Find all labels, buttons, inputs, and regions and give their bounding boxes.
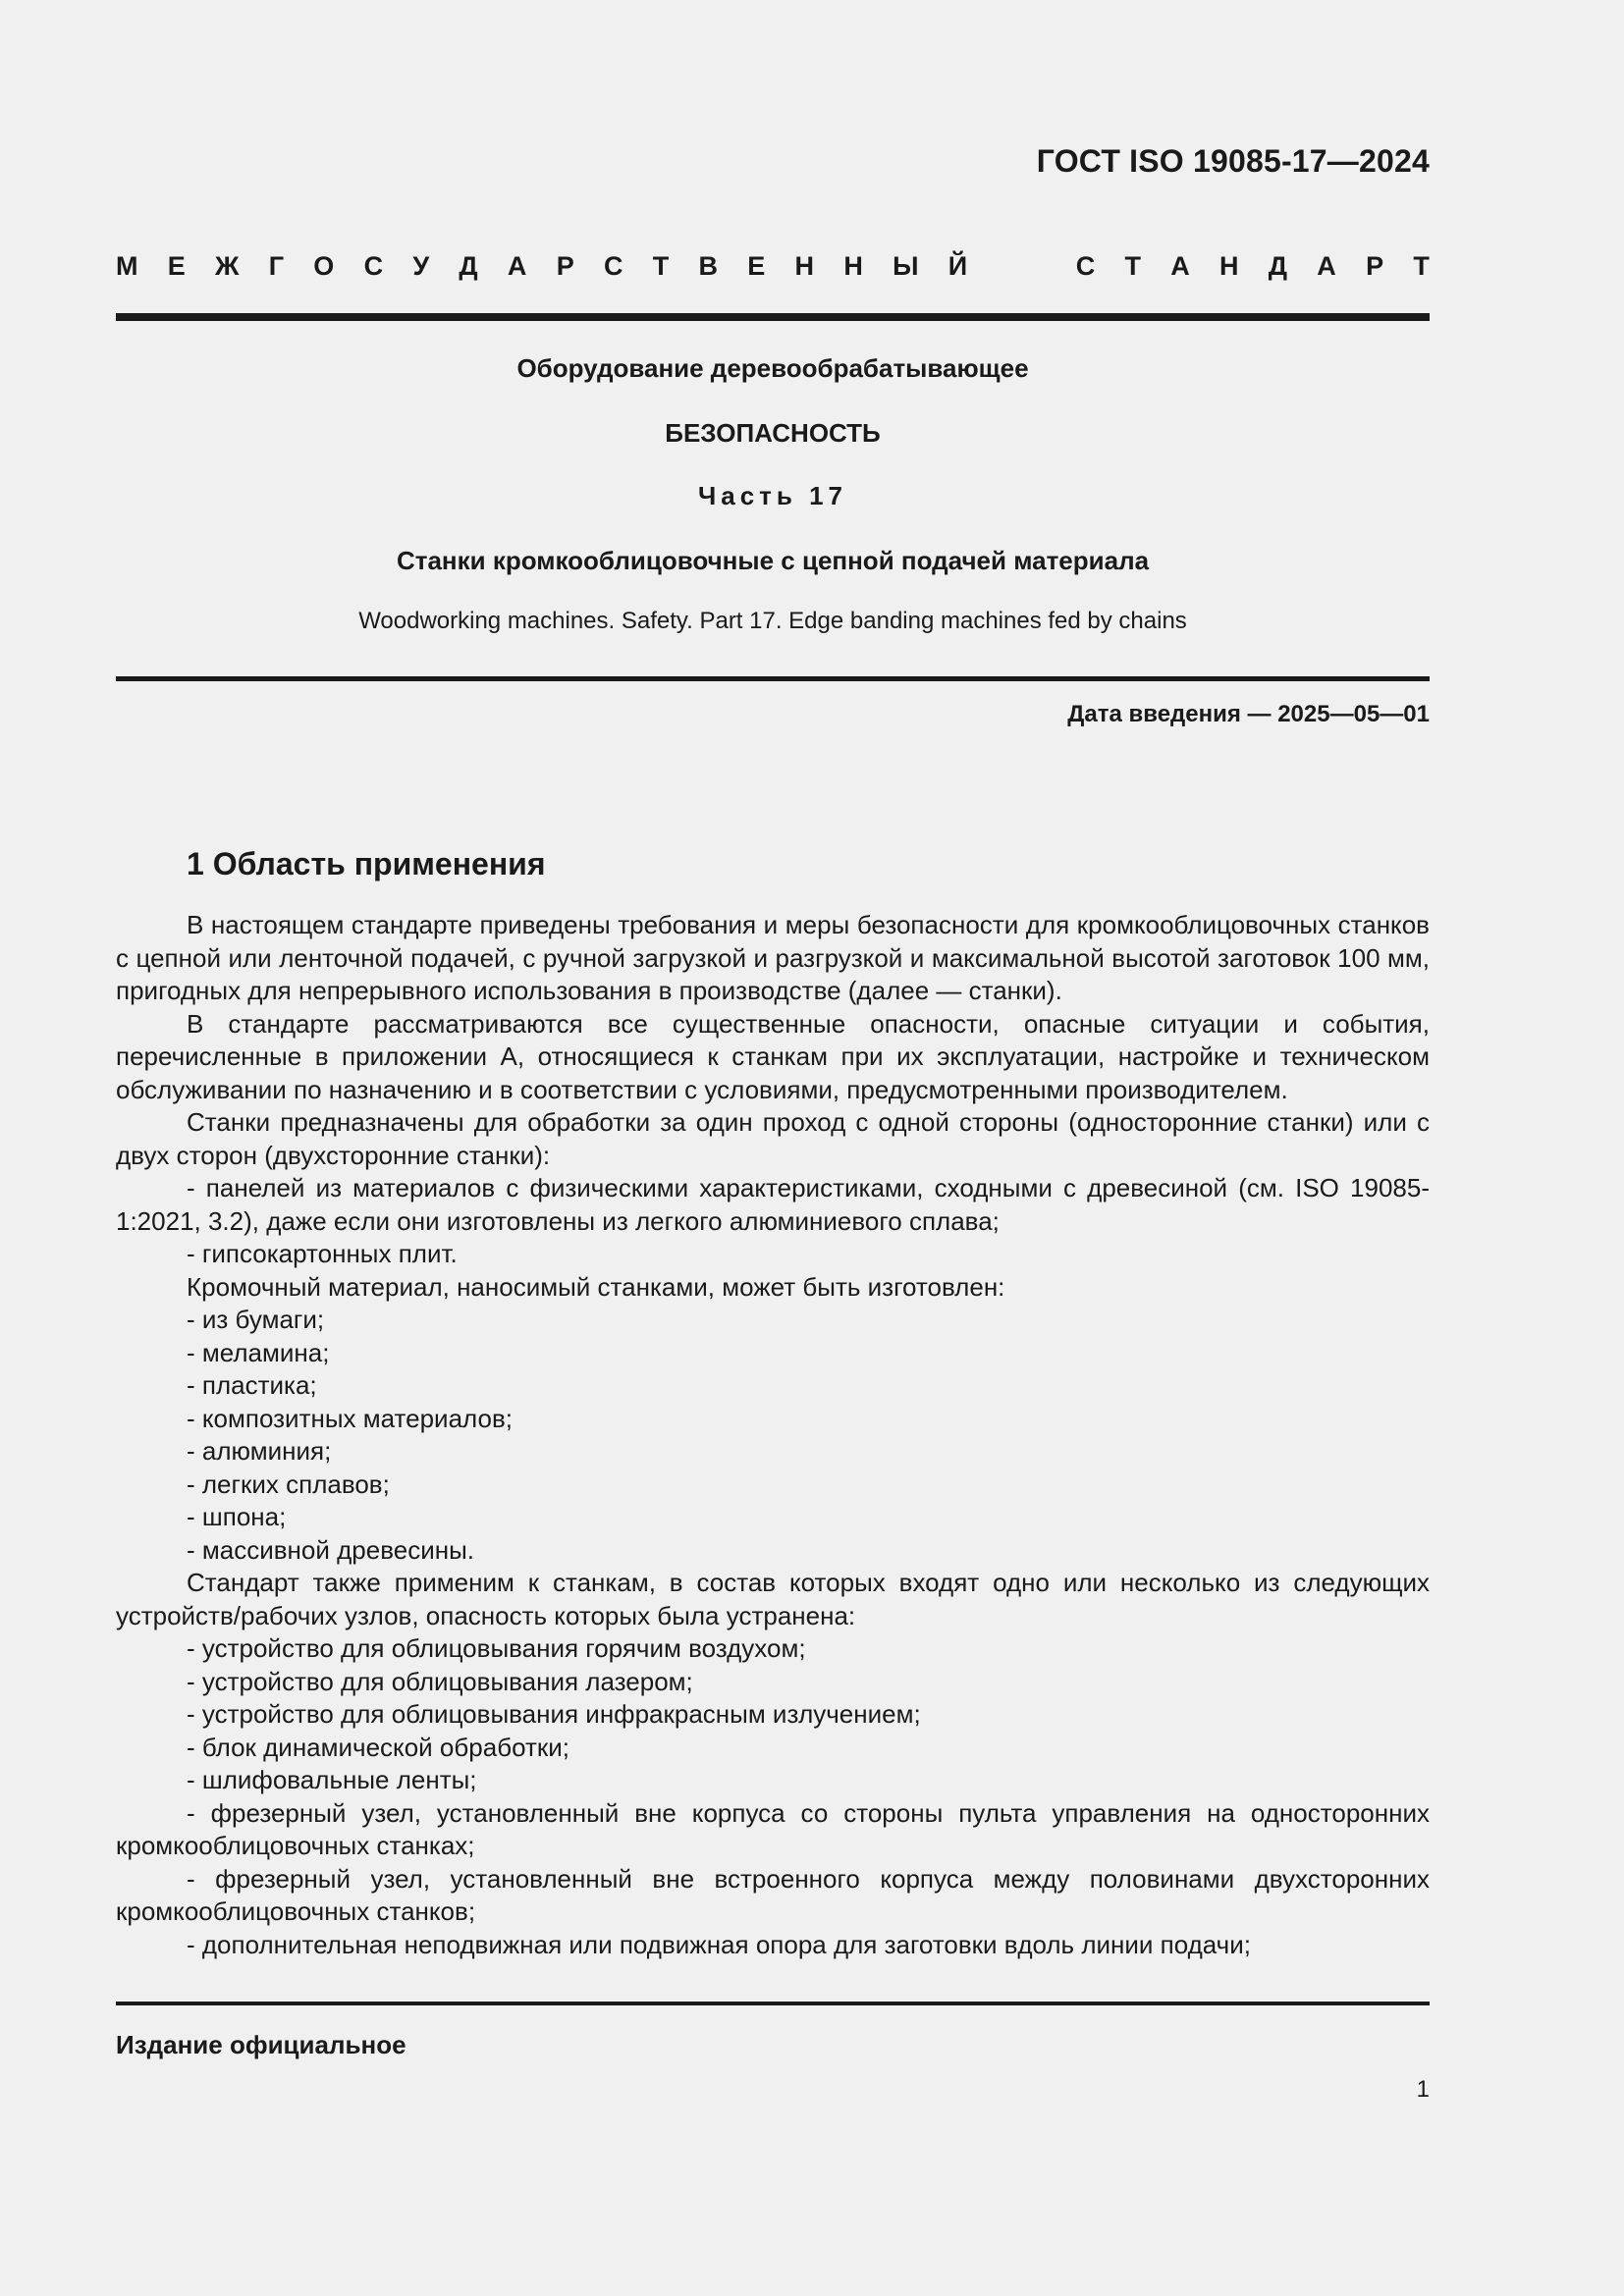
header-divider xyxy=(116,313,1430,321)
section-heading: 1 Область применения xyxy=(187,846,546,881)
list-item: - панелей из материалов с физическими характеристиками, сходными с древесиной (см. ISO 19085-1:2021, 3.2), даже если они изготовлены из легкого алюминиевого сплава; xyxy=(116,1173,1430,1236)
footer-divider xyxy=(116,2002,1430,2005)
standard-type-letter: Е xyxy=(747,251,766,281)
list-item: - композитных материалов; xyxy=(187,1403,513,1433)
standard-type-letter: Д xyxy=(459,251,478,281)
standard-type-letter: М xyxy=(116,251,138,281)
title-divider xyxy=(116,676,1430,681)
standard-type-gap xyxy=(997,251,1046,282)
title-machines: Станки кромкооблицовочные с цепной подачей материала xyxy=(396,546,1150,575)
standard-type-letter: Г xyxy=(268,251,285,281)
standard-type-letter: Н xyxy=(794,251,815,281)
title-safety: БЕЗОПАСНОСТЬ xyxy=(665,418,881,448)
paragraph: В стандарте рассматриваются все существенные опасности, опасные ситуации и события, перечисленные в приложении А, относящиеся к станкам при их эксплуатации, настройке и техническом обслуживании по назначению и в соответствии с условиями, предусмотренными производителем. xyxy=(116,1008,1430,1104)
standard-type-letter: Т xyxy=(1124,251,1141,281)
list-item: - дополнительная неподвижная или подвижная опора для заготовки вдоль линии подачи; xyxy=(187,1929,1251,1959)
list-item: - шлифовальные ленты; xyxy=(187,1765,477,1794)
title-industry: Оборудование деревообрабатывающее xyxy=(516,353,1029,383)
paragraph: В настоящем стандарте приведены требования и меры безопасности для кромкооблицовочных станков с цепной или ленточной подачей, с ручной загрузкой и разгрузкой и максимальной высотой заготовок 100 мм, пригодных для непрерывного использования в производстве (далее — станки). xyxy=(116,910,1430,1005)
edition-label: Издание официальное xyxy=(116,2030,406,2059)
standard-type-letter: А xyxy=(1170,251,1190,281)
list-item: - шпона; xyxy=(187,1502,287,1531)
title-part: Часть 17 xyxy=(697,481,848,510)
standard-type-letter: Ж xyxy=(215,251,240,281)
list-item: - устройство для облицовывания инфракрасным излучением; xyxy=(187,1699,921,1729)
standard-type-letter: С xyxy=(603,251,623,281)
standard-type-letter: Н xyxy=(1219,251,1239,281)
document-page xyxy=(116,0,1430,2296)
list-item: - легких сплавов; xyxy=(187,1468,390,1499)
list-item: - пластика; xyxy=(187,1370,317,1400)
standard-type-heading xyxy=(116,251,1430,282)
standard-type-letter: Н xyxy=(843,251,863,281)
standard-type-letter: Т xyxy=(652,251,670,281)
standard-type-letter: Й xyxy=(947,251,968,281)
document-code: ГОСТ ISO 19085-17—2024 xyxy=(1036,143,1430,179)
standard-type-letter: Р xyxy=(556,251,574,281)
paragraph: Кромочный материал, наносимый станками, может быть изготовлен: xyxy=(187,1271,1005,1302)
list-item: - устройство для облицовывания лазером; xyxy=(187,1666,693,1696)
standard-type-letter: С xyxy=(1075,251,1096,281)
standard-type-letter: А xyxy=(1317,251,1336,281)
standard-type-letter: У xyxy=(412,251,430,281)
standard-type-letter: С xyxy=(363,251,384,281)
list-item: - фрезерный узел, установленный вне встроенного корпуса между половинами двухсторонних кромкооблицовочных станков; xyxy=(116,1863,1430,1926)
paragraph: Станки предназначены для обработки за один проход с одной стороны (односторонние станки) или с двух сторон (двухсторонние станки): xyxy=(116,1107,1430,1170)
page-number: 1 xyxy=(1416,2076,1430,2103)
standard-type-letter: Т xyxy=(1413,251,1430,281)
standard-type-letter: Е xyxy=(167,251,186,281)
introduction-date: Дата введения — 2025—05—01 xyxy=(1067,701,1430,727)
standard-type-letter: Ы xyxy=(893,251,919,281)
standard-type-letter: В xyxy=(698,251,718,281)
list-item: - фрезерный узел, установленный вне корпуса со стороны пульта управления на односторонних кромкооблицовочных станках; xyxy=(116,1797,1430,1860)
section-body xyxy=(116,909,1430,1961)
standard-type-letter: А xyxy=(507,251,527,281)
list-item: - блок динамической обработки; xyxy=(187,1732,569,1762)
list-item: - из бумаги; xyxy=(187,1305,325,1334)
paragraph: Стандарт также применим к станкам, в состав которых входят одно или несколько из следующих устройств/рабочих узлов, опасность которых была устранена: xyxy=(116,1568,1430,1630)
title-english: Woodworking machines. Safety. Part 17. Edge banding machines fed by chains xyxy=(358,608,1187,634)
list-item: - алюминия; xyxy=(187,1436,332,1466)
standard-type-letter: Р xyxy=(1366,251,1384,281)
list-item: - устройство для облицовывания горячим воздухом; xyxy=(187,1633,806,1663)
list-item: - меламина; xyxy=(187,1337,330,1367)
standard-type-letter: Д xyxy=(1268,251,1288,281)
list-item: - массивной древесины. xyxy=(187,1534,474,1565)
standard-type-letter: О xyxy=(313,251,335,281)
list-item: - гипсокартонных плит. xyxy=(187,1239,458,1268)
